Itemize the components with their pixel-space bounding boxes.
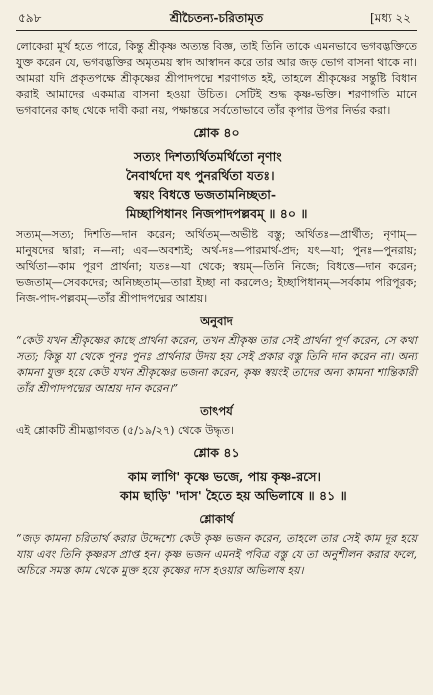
verse-41-translation-heading: শ্লোকার্থ	[199, 512, 234, 526]
verse-line: সত্যং দিশত্যর্থিতমর্থিতো নৃণাং	[134, 149, 282, 164]
verse-41-translation: “জড় কামনা চরিতার্থ করার উদ্দেশ্যে কেউ কৃষ্ণ ভজন করেন, তাহলে তার সেই কাম দূর হয়ে যায় এবং তিনি কৃষ্ণরস প্রাপ্ত হন। কৃষ্ণ ভজন এমনই পবিত্র বস্তু যে তা অনুশীলন করার ফলে, অচিরে সমস্ত কাম থেকে মুক্ত হয়ে কৃষ্ণের দাস হওয়ার অভিলাষ হয়।	[16, 532, 417, 577]
verse-40-purport-heading: তাৎপর্য	[200, 404, 233, 418]
verse-line: মিচ্ছাপিধানং নিজপাদপল্লবম্ ॥ ৪০ ॥	[126, 206, 308, 221]
verse-line: স্বয়ং বিধত্তে ভজতামনিচ্ছতা-	[134, 187, 277, 202]
verse-line: নৈবার্থদো যৎ পুনরর্থিতা যতঃ।	[126, 168, 275, 183]
section-label: [মধ্য ২২	[370, 11, 411, 25]
verse-line: কাম ছাড়ি' 'দাস' হৈতে হয় অভিলাষে ॥ ৪১ ॥	[120, 488, 347, 503]
header-rule	[16, 30, 417, 31]
verse-40-translation: “কেউ যখন শ্রীকৃষ্ণের কাছে প্রার্থনা করেন, তখন শ্রীকৃষ্ণ তার সেই প্রার্থনা পূর্ণ করেন, সে কথা সত্য; কিন্তু যা থেকে পুনঃ পুনঃ প্রার্থনার উদয় হয় সেই প্রকার বস্তু তিনি দান করেন না। অন্য কামনা যুক্ত হয়ে কেউ যখন শ্রীকৃষ্ণের ভজনা করেন, কৃষ্ণ স্বয়ংই তাদের অন্য কামনা শান্তিকারী তাঁর শ্রীপাদপদ্মের আশ্রয় দান করেন।”	[16, 334, 417, 395]
verse-40-title: শ্লোক ৪০	[193, 125, 240, 140]
verse-41-title: শ্লোক ৪১	[193, 445, 240, 460]
verse-40-purport: এই শ্লোকটি শ্রীমদ্ভাগবত (৫/১৯/২৭) থেকে উদ্ধৃত।	[16, 424, 234, 437]
verse-41-bengali	[16, 467, 417, 505]
purport-continuation: লোকেরা মূর্খ হতে পারে, কিন্তু শ্রীকৃষ্ণ অত্যন্ত বিজ্ঞ, তাই তিনি তাকে এমনভাবে ভগবদ্ভক্তিতে যুক্ত করেন যে, ভগবদ্ভক্তির অমৃতময় স্বাদ আস্বাদন করে তার আর জড় ভোগ বাসনা থাকে না। আমরা যদি প্রকৃতপক্ষে শ্রীকৃষ্ণের শ্রীপাদপদ্মে শরণাগত হই, তাহলে শ্রীকৃষ্ণের সন্তুষ্টি বিধান করাই আমাদের একমাত্র বাসনা হওয়া উচিত। সেটিই শুদ্ধ কৃষ্ণ-ভক্তি। শরণাগতি মানে ভগবানের কাছ থেকে দাবী করা নয়, পক্ষান্তরে সর্বতোভাবে তাঁর কৃপার উপর নির্ভর করা।	[16, 40, 417, 117]
page-header	[16, 8, 417, 28]
verse-40-sanskrit	[16, 147, 417, 223]
verse-40-translation-heading: অনুবাদ	[200, 314, 233, 328]
page-number: ৫৯৮	[18, 11, 42, 25]
verse-line: কাম লাগি' কৃষ্ণে ভজে, পায় কৃষ্ণ-রসে।	[128, 469, 321, 484]
verse-40-synonyms: সত্যম্—সত্য; দিশতি—দান করেন; অর্থিতম্—অভীষ্ট বস্তু; অর্থিতঃ—প্রার্থীত; নৃণাম্—মানুষদের দ্বারা; ন—না; এব—অবশ্যই; অর্থ-দঃ—পারমার্থ-প্রদ; যৎ—যা; পুনঃ—পুনরায়; অর্থিতা—কাম পূরণ প্রার্থনা; যতঃ—যা থেকে; স্বয়ম্—তিনি নিজে; বিধত্তে—দান করেন; ভজতাম্—সেবকদের; অনিচ্ছতাম্—তারা ইচ্ছা না করলেও; ইচ্ছাপিধানম্—সর্বকাম পরিপূরক; নিজ-পাদ-পল্লবম্—তাঁর শ্রীপাদপদ্মের আশ্রয়।	[16, 228, 417, 305]
running-title: শ্রীচৈতন্য-চরিতামৃত	[169, 11, 264, 25]
